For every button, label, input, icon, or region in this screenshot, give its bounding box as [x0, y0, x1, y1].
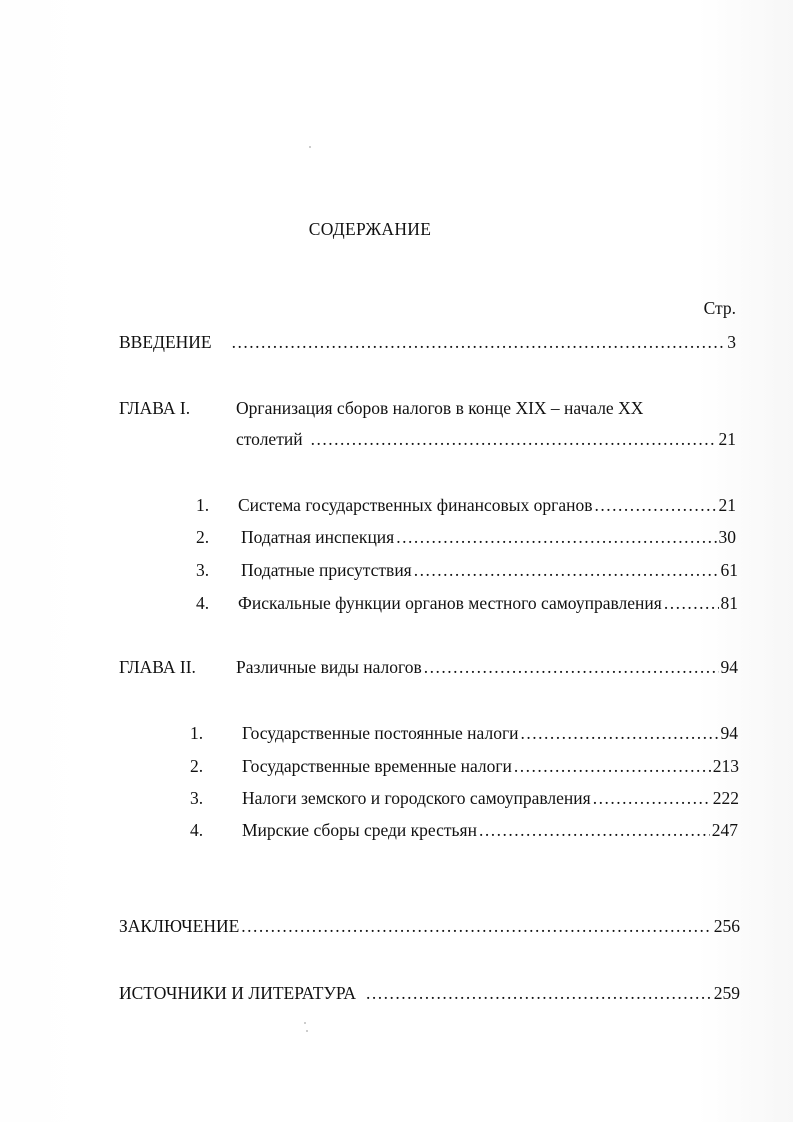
chapter-1-title-line2: столетий — [236, 429, 303, 449]
toc-entry-conclusion[interactable] — [119, 915, 740, 937]
toc-page-number: 222 — [712, 788, 739, 808]
toc-entry-1-2[interactable] — [241, 526, 736, 548]
dot-leader — [311, 428, 717, 450]
toc-entry-label: ЗАКЛЮЧЕНИЕ — [119, 916, 240, 936]
toc-entry-1-4[interactable] — [238, 592, 738, 614]
dot-leader — [366, 982, 712, 1004]
dot-leader — [664, 592, 719, 614]
toc-entry-label: Государственные постоянные налоги — [242, 723, 519, 743]
scan-speck — [306, 1030, 308, 1032]
item-number: 1. — [190, 723, 204, 743]
dot-leader — [241, 915, 711, 937]
toc-entry-intro[interactable] — [119, 331, 736, 353]
item-number: 4. — [190, 820, 204, 840]
toc-page-number: 21 — [718, 495, 736, 515]
toc-entry-2-4[interactable] — [242, 819, 738, 841]
toc-page-number: 94 — [720, 657, 738, 677]
item-number: 2. — [190, 756, 204, 776]
chapter-2-title: Различные виды налогов — [236, 657, 422, 677]
toc-page-number: 213 — [712, 756, 739, 776]
page-column-label: Стр. — [703, 298, 736, 318]
toc-entry-label: Мирские сборы среди крестьян — [242, 820, 477, 840]
toc-page-number: 94 — [720, 723, 738, 743]
toc-entry-label: Государственные временные налоги — [242, 756, 512, 776]
item-number: 4. — [196, 593, 210, 613]
dot-leader — [414, 559, 719, 581]
item-number: 2. — [196, 527, 210, 547]
chapter-1-title-line1[interactable]: Организация сборов налогов в конце XIX – начале XX — [236, 398, 644, 418]
toc-page-number: 256 — [713, 916, 740, 936]
toc-entry-2-1[interactable] — [242, 722, 738, 744]
toc-page-number: 21 — [718, 429, 736, 449]
dot-leader — [424, 656, 719, 678]
toc-entry-chapter-2[interactable] — [236, 656, 738, 678]
toc-entry-label: Налоги земского и городского самоуправления — [242, 788, 591, 808]
item-number: 1. — [196, 495, 210, 515]
dot-leader — [514, 755, 711, 777]
dot-leader — [396, 526, 716, 548]
chapter-2-prefix: ГЛАВА II. — [119, 657, 196, 677]
toc-page-number: 81 — [720, 593, 738, 613]
scan-speck — [304, 1022, 306, 1024]
toc-entry-2-2[interactable] — [242, 755, 739, 777]
toc-page-number: 259 — [713, 983, 740, 1003]
toc-entry-label: ВВЕДЕНИЕ — [119, 332, 212, 352]
dot-leader — [232, 331, 726, 353]
toc-entry-label: Податная инспекция — [241, 527, 395, 547]
toc-entry-label: Фискальные функции органов местного самоуправления — [238, 593, 662, 613]
dot-leader — [521, 722, 719, 744]
dot-leader — [593, 787, 711, 809]
toc-entry-1-3[interactable] — [241, 559, 738, 581]
page-title: СОДЕРЖАНИЕ — [308, 219, 432, 239]
toc-entry-2-3[interactable] — [242, 787, 739, 809]
toc-page-number: 247 — [711, 820, 738, 840]
toc-entry-label: Система государственных финансовых органов — [238, 495, 593, 515]
dot-leader — [595, 494, 717, 516]
toc-page-number: 61 — [720, 560, 738, 580]
dot-leader — [479, 819, 710, 841]
item-number: 3. — [196, 560, 210, 580]
scan-speck — [309, 146, 311, 148]
toc-entry-label: ИСТОЧНИКИ И ЛИТЕРАТУРА — [119, 983, 357, 1003]
chapter-1-prefix: ГЛАВА I. — [119, 398, 191, 418]
item-number: 3. — [190, 788, 204, 808]
toc-entry-sources[interactable] — [119, 982, 740, 1004]
toc-page-number: 30 — [718, 527, 736, 547]
toc-page-number: 3 — [727, 332, 736, 352]
toc-entry-chapter-1[interactable] — [236, 428, 736, 450]
toc-entry-label: Податные присутствия — [241, 560, 412, 580]
toc-entry-1-1[interactable] — [238, 494, 736, 516]
